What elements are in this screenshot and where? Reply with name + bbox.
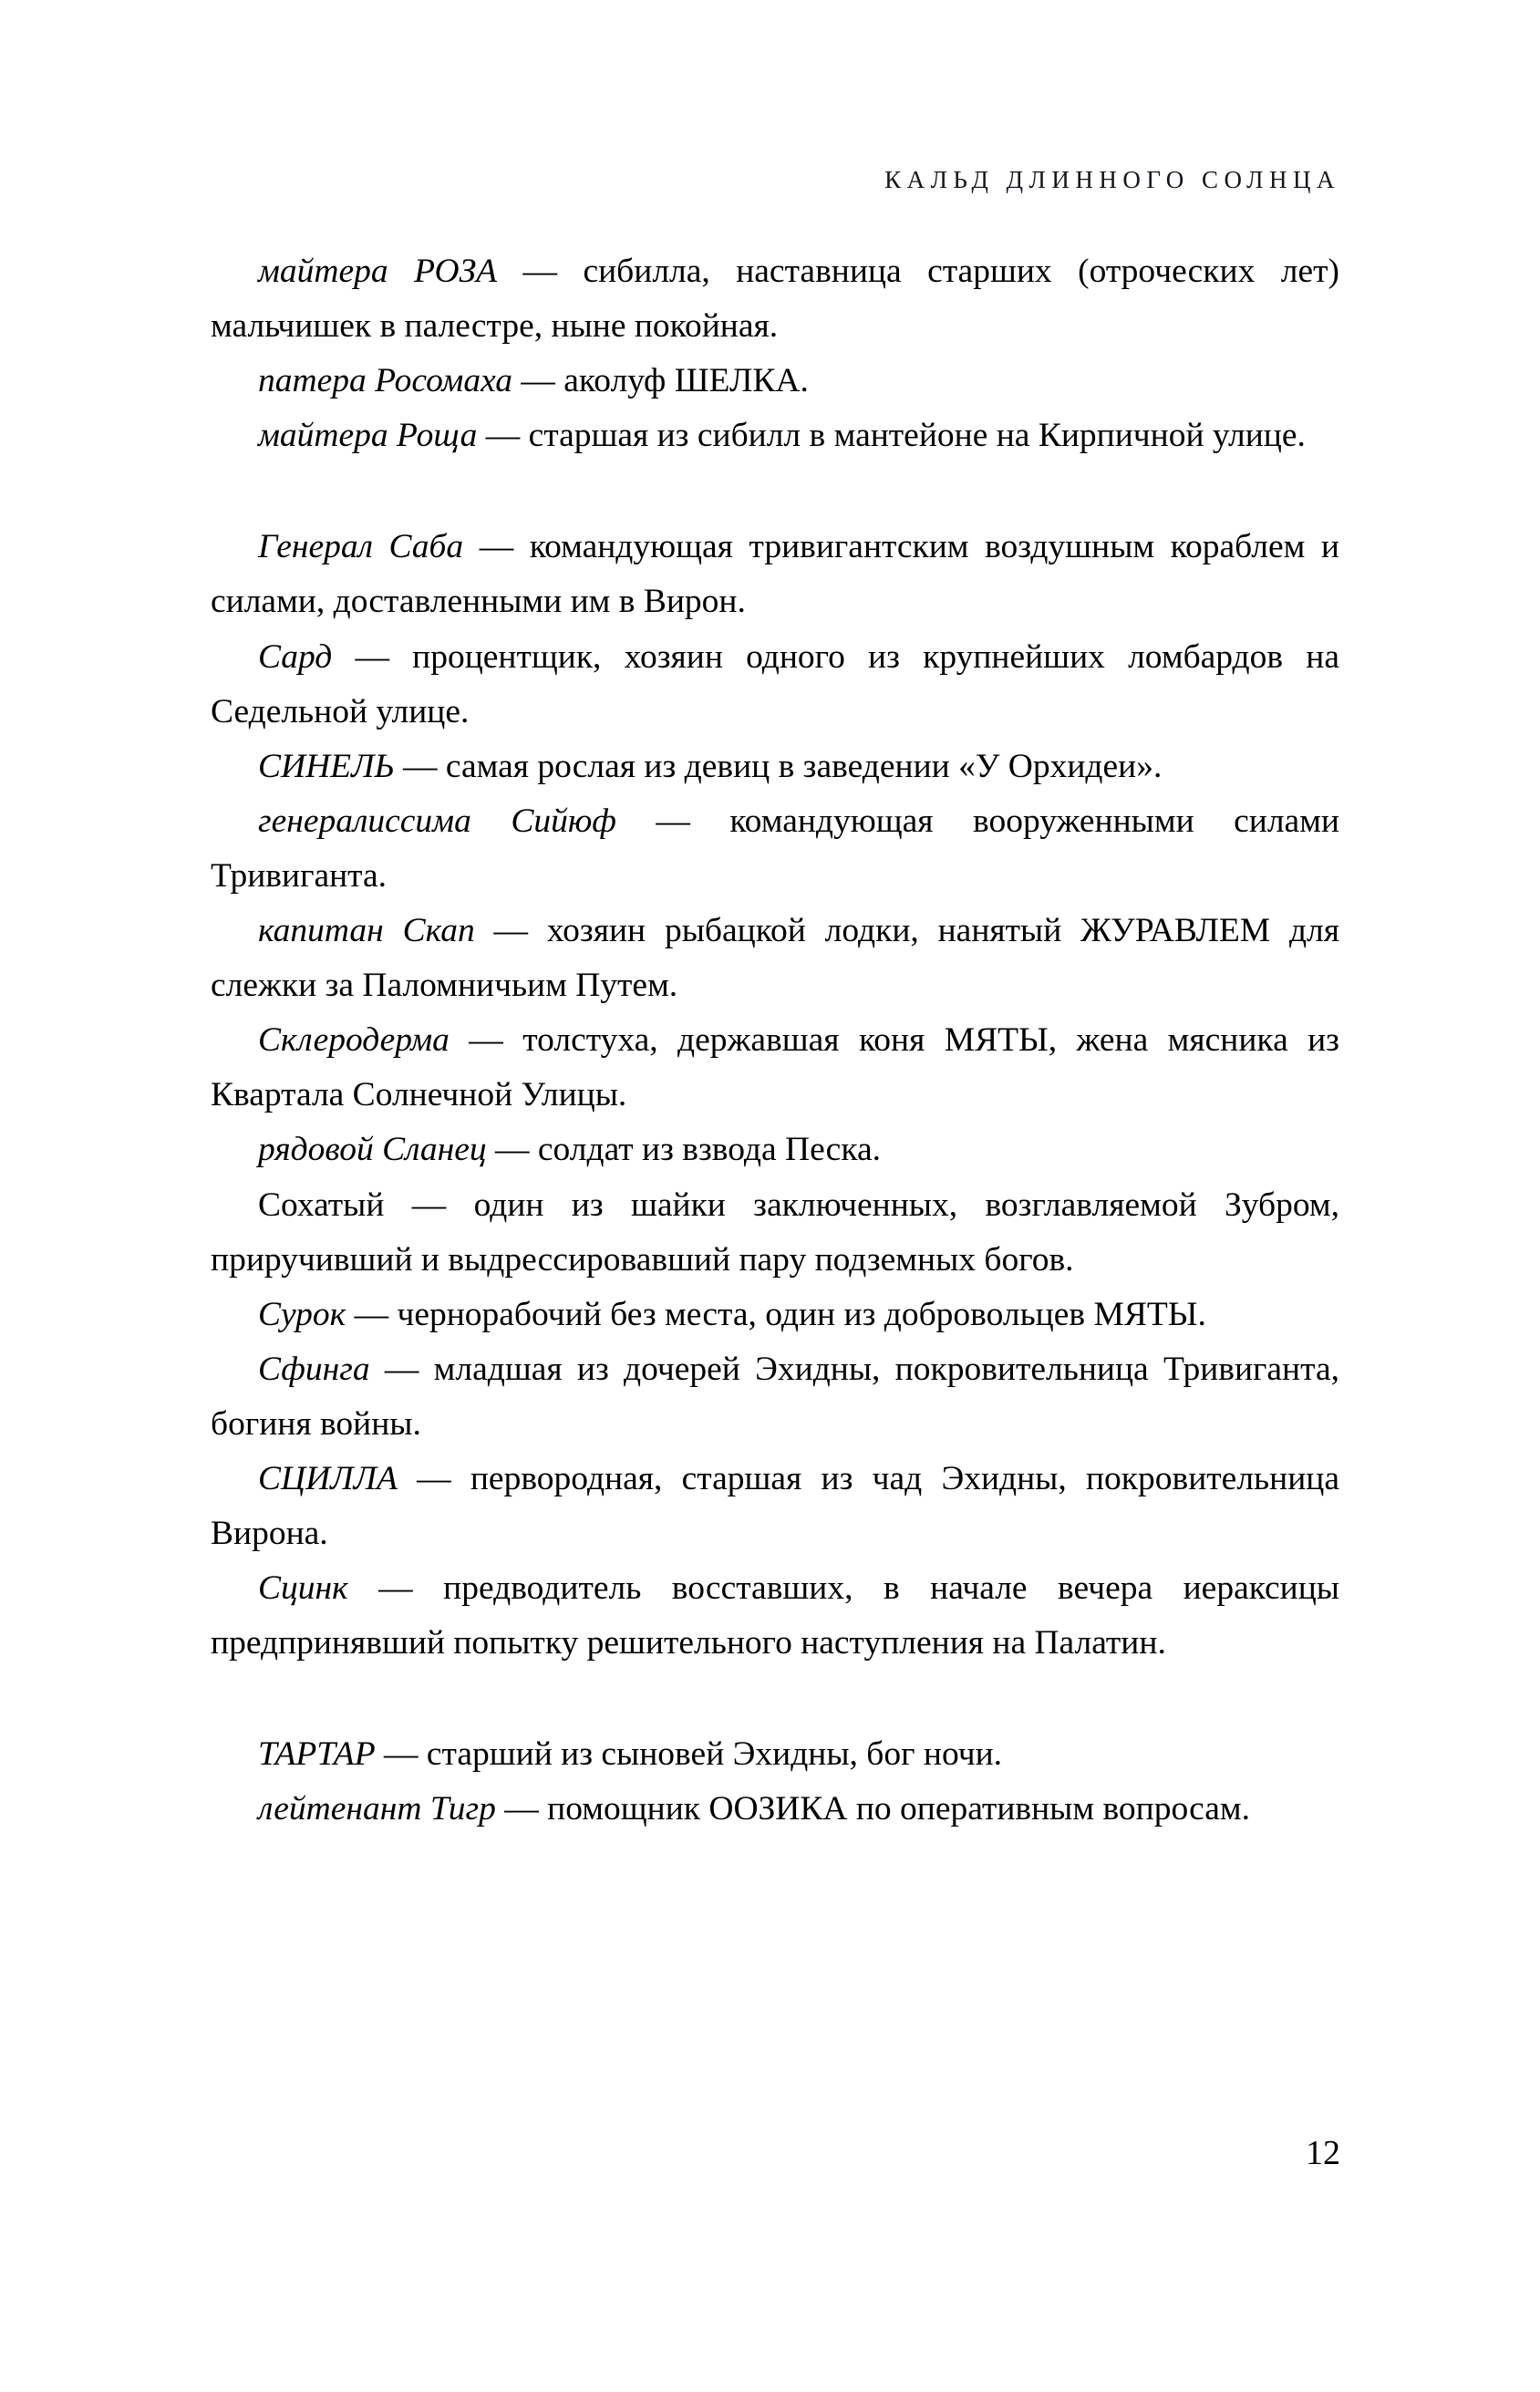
entry-term: генералиссима Сийюф — [258, 802, 616, 840]
glossary-content — [211, 244, 1339, 1838]
glossary-entry — [211, 1727, 1339, 1782]
glossary-block — [211, 244, 1339, 463]
entry-definition: — старшая из сибилл в мантейоне на Кирпичной улице. — [477, 417, 1306, 455]
entry-definition: — чернорабочий без места, один из добровольцев МЯТЫ. — [346, 1295, 1206, 1333]
entry-definition: — самая рослая из девиц в заведении «У Орхидеи». — [394, 747, 1163, 785]
page-number: 12 — [1306, 2134, 1340, 2172]
entry-term: Склеродерма — [258, 1021, 450, 1060]
glossary-entry — [211, 1782, 1339, 1837]
entry-term: Сцинк — [258, 1569, 348, 1608]
entry-definition: — аколуф ШЕЛКА. — [512, 362, 809, 400]
glossary-entry — [211, 1178, 1339, 1288]
entry-definition: — младшая из дочерей Эхидны, покровительница Тривиганта, богиня войны. — [211, 1350, 1339, 1443]
entry-definition: — командующая тривигантским воздушным кораблем и силами, доставленными им в Вирон. — [211, 528, 1339, 621]
glossary-entry — [211, 1452, 1339, 1561]
entry-term: Сурок — [258, 1295, 346, 1333]
glossary-entry — [211, 740, 1339, 794]
glossary-entry — [211, 1123, 1339, 1177]
entry-term: Генерал Саба — [258, 528, 464, 566]
entry-term: Сохатый — [258, 1186, 385, 1224]
glossary-block — [211, 1727, 1339, 1837]
glossary-block — [211, 520, 1339, 1671]
entry-term: ТАРТАР — [258, 1735, 376, 1774]
entry-term: патера Росомаха — [258, 362, 513, 400]
glossary-entry — [211, 244, 1339, 354]
entry-term: майтера РОЗА — [258, 253, 498, 290]
glossary-entry — [211, 1013, 1339, 1123]
entry-definition: — командующая вооруженными силами Тривиганта. — [211, 802, 1340, 895]
entry-term: Сард — [258, 637, 333, 676]
glossary-entry — [211, 794, 1339, 904]
glossary-entry — [211, 1288, 1339, 1342]
entry-definition: — помощник ООЗИКА по оперативным вопросам. — [495, 1790, 1251, 1828]
glossary-entry — [211, 630, 1339, 740]
entry-term: СИНЕЛЬ — [258, 747, 395, 785]
entry-definition: — процентщик, хозяин одного из крупнейших ломбардов на Седельной улице. — [211, 637, 1339, 730]
glossary-entry — [211, 904, 1339, 1013]
entry-term: СЦИЛЛА — [258, 1459, 398, 1497]
glossary-blocks — [211, 244, 1339, 1838]
entry-definition: — толстуха, державшая коня МЯТЫ, жена мясника из Квартала Солнечной Улицы. — [211, 1021, 1339, 1114]
entry-term: майтера Роща — [258, 417, 478, 455]
entry-definition: — сибилла, наставница старших (отроческих лет) мальчишек в палестре, ныне покойная. — [211, 253, 1340, 346]
entry-definition: — хозяин рыбацкой лодки, нанятый ЖУРАВЛЕМ для слежки за Паломничьим Путем. — [211, 912, 1340, 1005]
entry-definition: — один из шайки заключенных, возглавляемой Зубром, приручивший и выдрессировавший пару подземных богов. — [211, 1186, 1339, 1279]
glossary-entry — [211, 520, 1339, 629]
running-head: КАЛЬД ДЛИННОГО СОЛНЦА — [884, 166, 1340, 193]
entry-term: Сфинга — [258, 1350, 370, 1388]
entry-term: капитан Скап — [258, 912, 475, 950]
entry-definition: — старший из сыновей Эхидны, бог ночи. — [375, 1735, 1003, 1774]
entry-definition: — первородная, старшая из чад Эхидны, покровительница Вирона. — [211, 1459, 1339, 1553]
entry-term: лейтенант Тигр — [258, 1790, 496, 1828]
entry-definition: — предводитель восставших, в начале вечера иераксицы предпринявший попытку решительного наступления на Палатин. — [211, 1569, 1339, 1662]
glossary-entry — [211, 409, 1339, 463]
entry-term: рядовой Сланец — [258, 1131, 487, 1169]
glossary-entry — [211, 1561, 1339, 1671]
glossary-entry — [211, 1342, 1339, 1452]
glossary-entry — [211, 354, 1339, 409]
entry-definition: — солдат из взвода Песка. — [486, 1131, 881, 1169]
